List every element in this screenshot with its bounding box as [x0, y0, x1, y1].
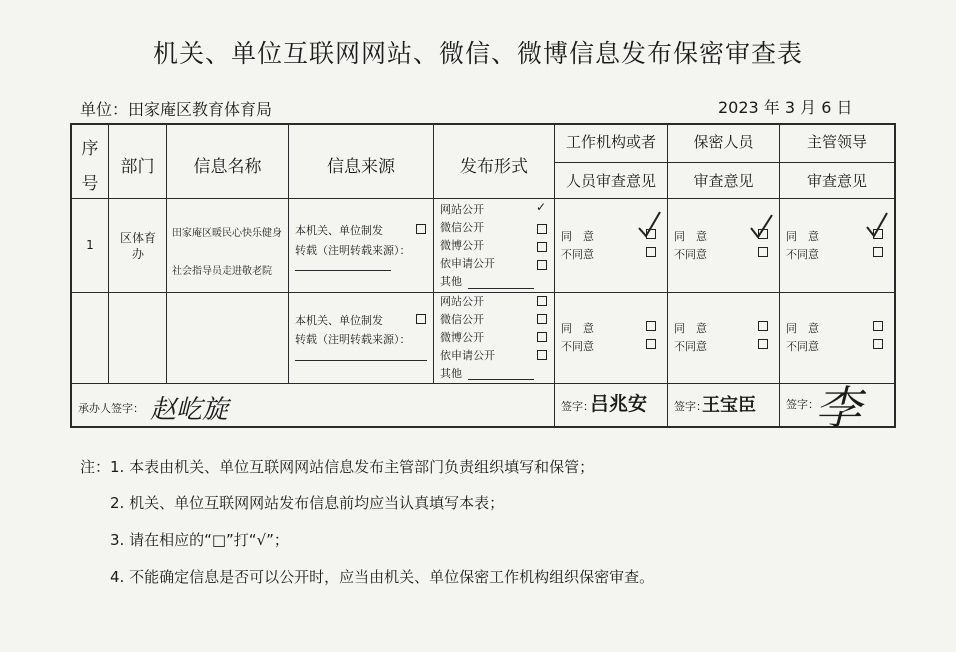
row2-other-blank-line [468, 379, 534, 380]
row2-apply-checkbox[interactable] [537, 350, 547, 360]
row1-work-agree: 同 意 [561, 230, 594, 243]
header-leader-review-2: 审查意见 [806, 172, 867, 190]
row2-forms: 网站公开 微信公开 微博公开 依申请公开 其他 [440, 295, 495, 380]
table-row-divider [70, 383, 896, 384]
row1-department: 区体育办 [119, 231, 156, 261]
table-bottom-border [70, 426, 896, 428]
form-title: 机关、单位互联网网站、微信、微博信息发布保密审查表 [152, 39, 803, 68]
leader-sign-label: 签字： [786, 398, 819, 411]
header-secrecy-review-2: 审查意见 [693, 172, 754, 190]
row1-work-disagree-checkbox[interactable] [646, 247, 656, 257]
row2-secret-agree: 同 意 [674, 322, 707, 335]
row2-leader-disagree-checkbox[interactable] [873, 339, 883, 349]
header-work-review-2: 人员审查意见 [565, 172, 656, 190]
row1-forms: 网站公开 微信公开 微博公开 依申请公开 其他 [440, 203, 495, 288]
row1-source-blank-line [295, 270, 391, 271]
secret-signature: 王宝臣 [702, 395, 756, 416]
row2-source-self: 本机关、单位制发 [295, 314, 383, 327]
row2-source-reprint: 转载（注明转载来源）： [295, 333, 411, 346]
header-publish-form: 发布形式 [460, 157, 528, 177]
row2-work-disagree: 不同意 [561, 340, 594, 353]
row1-secret-disagree-checkbox[interactable] [758, 247, 768, 257]
row2-secret-agree-checkbox[interactable] [758, 321, 768, 331]
unit-label: 单位：田家庵区教育体育局 [80, 100, 273, 119]
row2-leader-agree-checkbox[interactable] [873, 321, 883, 331]
row2-work-agree-checkbox[interactable] [646, 321, 656, 331]
header-department: 部门 [120, 157, 155, 177]
row2-website-checkbox[interactable] [537, 296, 547, 306]
header-seq: 序 号 [81, 139, 99, 194]
row1-wechat-checkbox[interactable] [537, 224, 547, 234]
row1-leader-disagree: 不同意 [786, 248, 819, 261]
row2-source-blank-line [295, 360, 427, 361]
note-1: 注：1. 本表由机关、单位互联网网站信息发布主管部门负责组织填写和保管； [80, 458, 595, 476]
row1-leader-check-mark-icon [864, 210, 890, 238]
note-4: 4. 不能确定信息是否可以公开时，应当由机关、单位保密工作机构组织保密审查。 [110, 568, 655, 586]
row2-secret-disagree: 不同意 [674, 340, 707, 353]
row1-info-name-line2: 社会指导员走进敬老院 [172, 266, 272, 277]
row1-secret-check-mark-icon [748, 212, 774, 240]
row1-source-self: 本机关、单位制发 [295, 224, 383, 237]
leader-signature: 李 [815, 381, 861, 435]
header-secrecy-review-1: 保密人员 [693, 133, 754, 151]
row1-leader-agree: 同 意 [786, 230, 819, 243]
header-info-source: 信息来源 [327, 157, 395, 177]
work-signature: 吕兆安 [590, 393, 648, 415]
work-sign-label: 签字： [561, 400, 594, 413]
table-row-divider [70, 198, 896, 199]
row2-work-agree: 同 意 [561, 322, 594, 335]
row2-weibo-checkbox[interactable] [537, 332, 547, 342]
row1-work-disagree: 不同意 [561, 248, 594, 261]
column-divider [779, 123, 780, 428]
row1-source-reprint: 转载（注明转载来源）： [295, 244, 411, 257]
row2-leader-agree: 同 意 [786, 322, 819, 335]
handler-sign-label: 承办人签字： [78, 402, 144, 415]
row2-leader-disagree: 不同意 [786, 340, 819, 353]
row2-source-self-checkbox[interactable] [416, 314, 426, 324]
row1-leader-disagree-checkbox[interactable] [873, 247, 883, 257]
row2-secret-disagree-checkbox[interactable] [758, 339, 768, 349]
row1-secret-agree: 同 意 [674, 230, 707, 243]
column-divider [554, 123, 555, 428]
column-divider [667, 123, 668, 428]
note-2: 2. 机关、单位互联网网站发布信息前均应当认真填写本表； [110, 494, 505, 512]
row1-work-check-mark-icon [636, 210, 662, 238]
secret-sign-label: 签字： [674, 400, 707, 413]
row1-secret-disagree: 不同意 [674, 248, 707, 261]
row1-source-self-checkbox[interactable] [416, 224, 426, 234]
note-3: 3. 请在相应的“□”打“√”； [110, 531, 289, 549]
table-right-border [894, 123, 896, 428]
date-label: 2023 年 3 月 6 日 [718, 98, 853, 117]
row2-work-disagree-checkbox[interactable] [646, 339, 656, 349]
header-leader-review-1: 主管领导 [806, 133, 867, 151]
row1-website-check[interactable]: ✓ [536, 200, 547, 214]
table-top-border [70, 123, 896, 125]
row1-other-blank-line [468, 288, 534, 289]
header-info-name: 信息名称 [193, 157, 262, 177]
header-work-review-1: 工作机构或者 [565, 133, 656, 151]
row2-wechat-checkbox[interactable] [537, 314, 547, 324]
header-subdivider [555, 162, 895, 163]
handler-signature: 赵屹旋 [150, 395, 229, 425]
row1-apply-checkbox[interactable] [537, 260, 547, 270]
row1-seq: 1 [86, 238, 94, 252]
row1-weibo-checkbox[interactable] [537, 242, 547, 252]
row1-info-name-line1: 田家庵区暖民心快乐健身 [172, 228, 282, 239]
